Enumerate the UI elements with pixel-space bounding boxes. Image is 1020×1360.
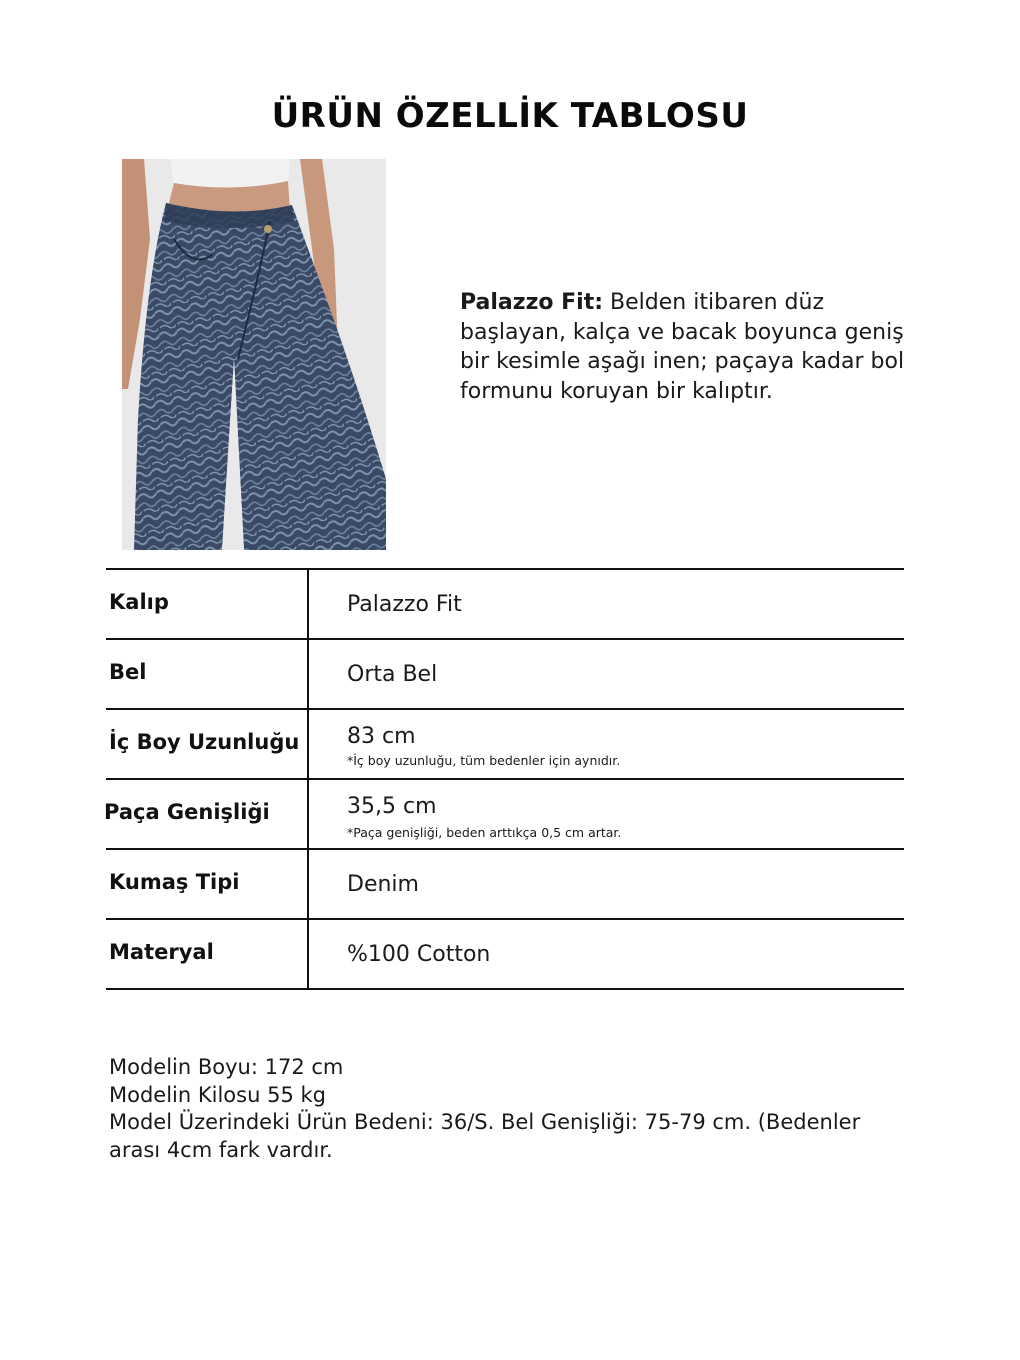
- spec-label: Paça Genişliği: [104, 800, 270, 824]
- spec-note: *Paça genişliği, beden arttıkça 0,5 cm artar.: [347, 825, 622, 840]
- spec-note: *İç boy uzunluğu, tüm bedenler için aynıdır.: [347, 753, 621, 768]
- model-weight: Modelin Kilosu 55 kg: [109, 1082, 326, 1107]
- spec-label: İç Boy Uzunluğu: [109, 730, 300, 754]
- spec-row-kumas: [106, 848, 904, 918]
- spec-row-materyal: [106, 918, 904, 990]
- spec-value: Orta Bel: [347, 662, 438, 687]
- spec-value: 35,5 cm: [347, 794, 437, 819]
- model-size-note: arası 4cm fark vardır.: [109, 1137, 333, 1162]
- spec-label: Kalıp: [109, 590, 169, 614]
- column-divider: [307, 640, 309, 708]
- column-divider: [307, 850, 309, 918]
- model-size-line: Model Üzerindeki Ürün Bedeni: 36/S. Bel Genişliği: 75-79 cm. (Bedenler: [109, 1110, 861, 1134]
- column-divider: [307, 780, 309, 848]
- spec-value: %100 Cotton: [347, 942, 491, 967]
- spec-table: [106, 568, 904, 990]
- denim-pants-image: [122, 159, 386, 550]
- spec-row-bel: [106, 638, 904, 708]
- spec-row-kalip: [106, 568, 904, 638]
- spec-value: Denim: [347, 872, 419, 897]
- spec-label: Materyal: [109, 940, 214, 964]
- model-height: Modelin Boyu: 172 cm: [109, 1055, 344, 1079]
- spec-label: Kumaş Tipi: [109, 870, 240, 894]
- model-info: [109, 1054, 909, 1164]
- page-title: ÜRÜN ÖZELLİK TABLOSU: [271, 96, 749, 136]
- column-divider: [307, 920, 309, 988]
- spec-value: Palazzo Fit: [347, 592, 462, 617]
- column-divider: [307, 710, 309, 778]
- column-divider: [307, 570, 309, 638]
- fit-description-text: Belden itibaren düz başlayan, kalça ve bacak boyunca geniş bir kesimle aşağı inen; paçaya kadar bol formunu koruyan bir kalıptır.: [460, 290, 905, 404]
- spec-label: Bel: [109, 660, 147, 684]
- spec-row-ic-boy: [106, 708, 904, 778]
- fit-description: [460, 288, 930, 406]
- fit-term: Palazzo Fit:: [460, 290, 604, 315]
- product-photo: [122, 159, 386, 550]
- spec-row-paca: [106, 778, 904, 848]
- spec-value: 83 cm: [347, 724, 416, 749]
